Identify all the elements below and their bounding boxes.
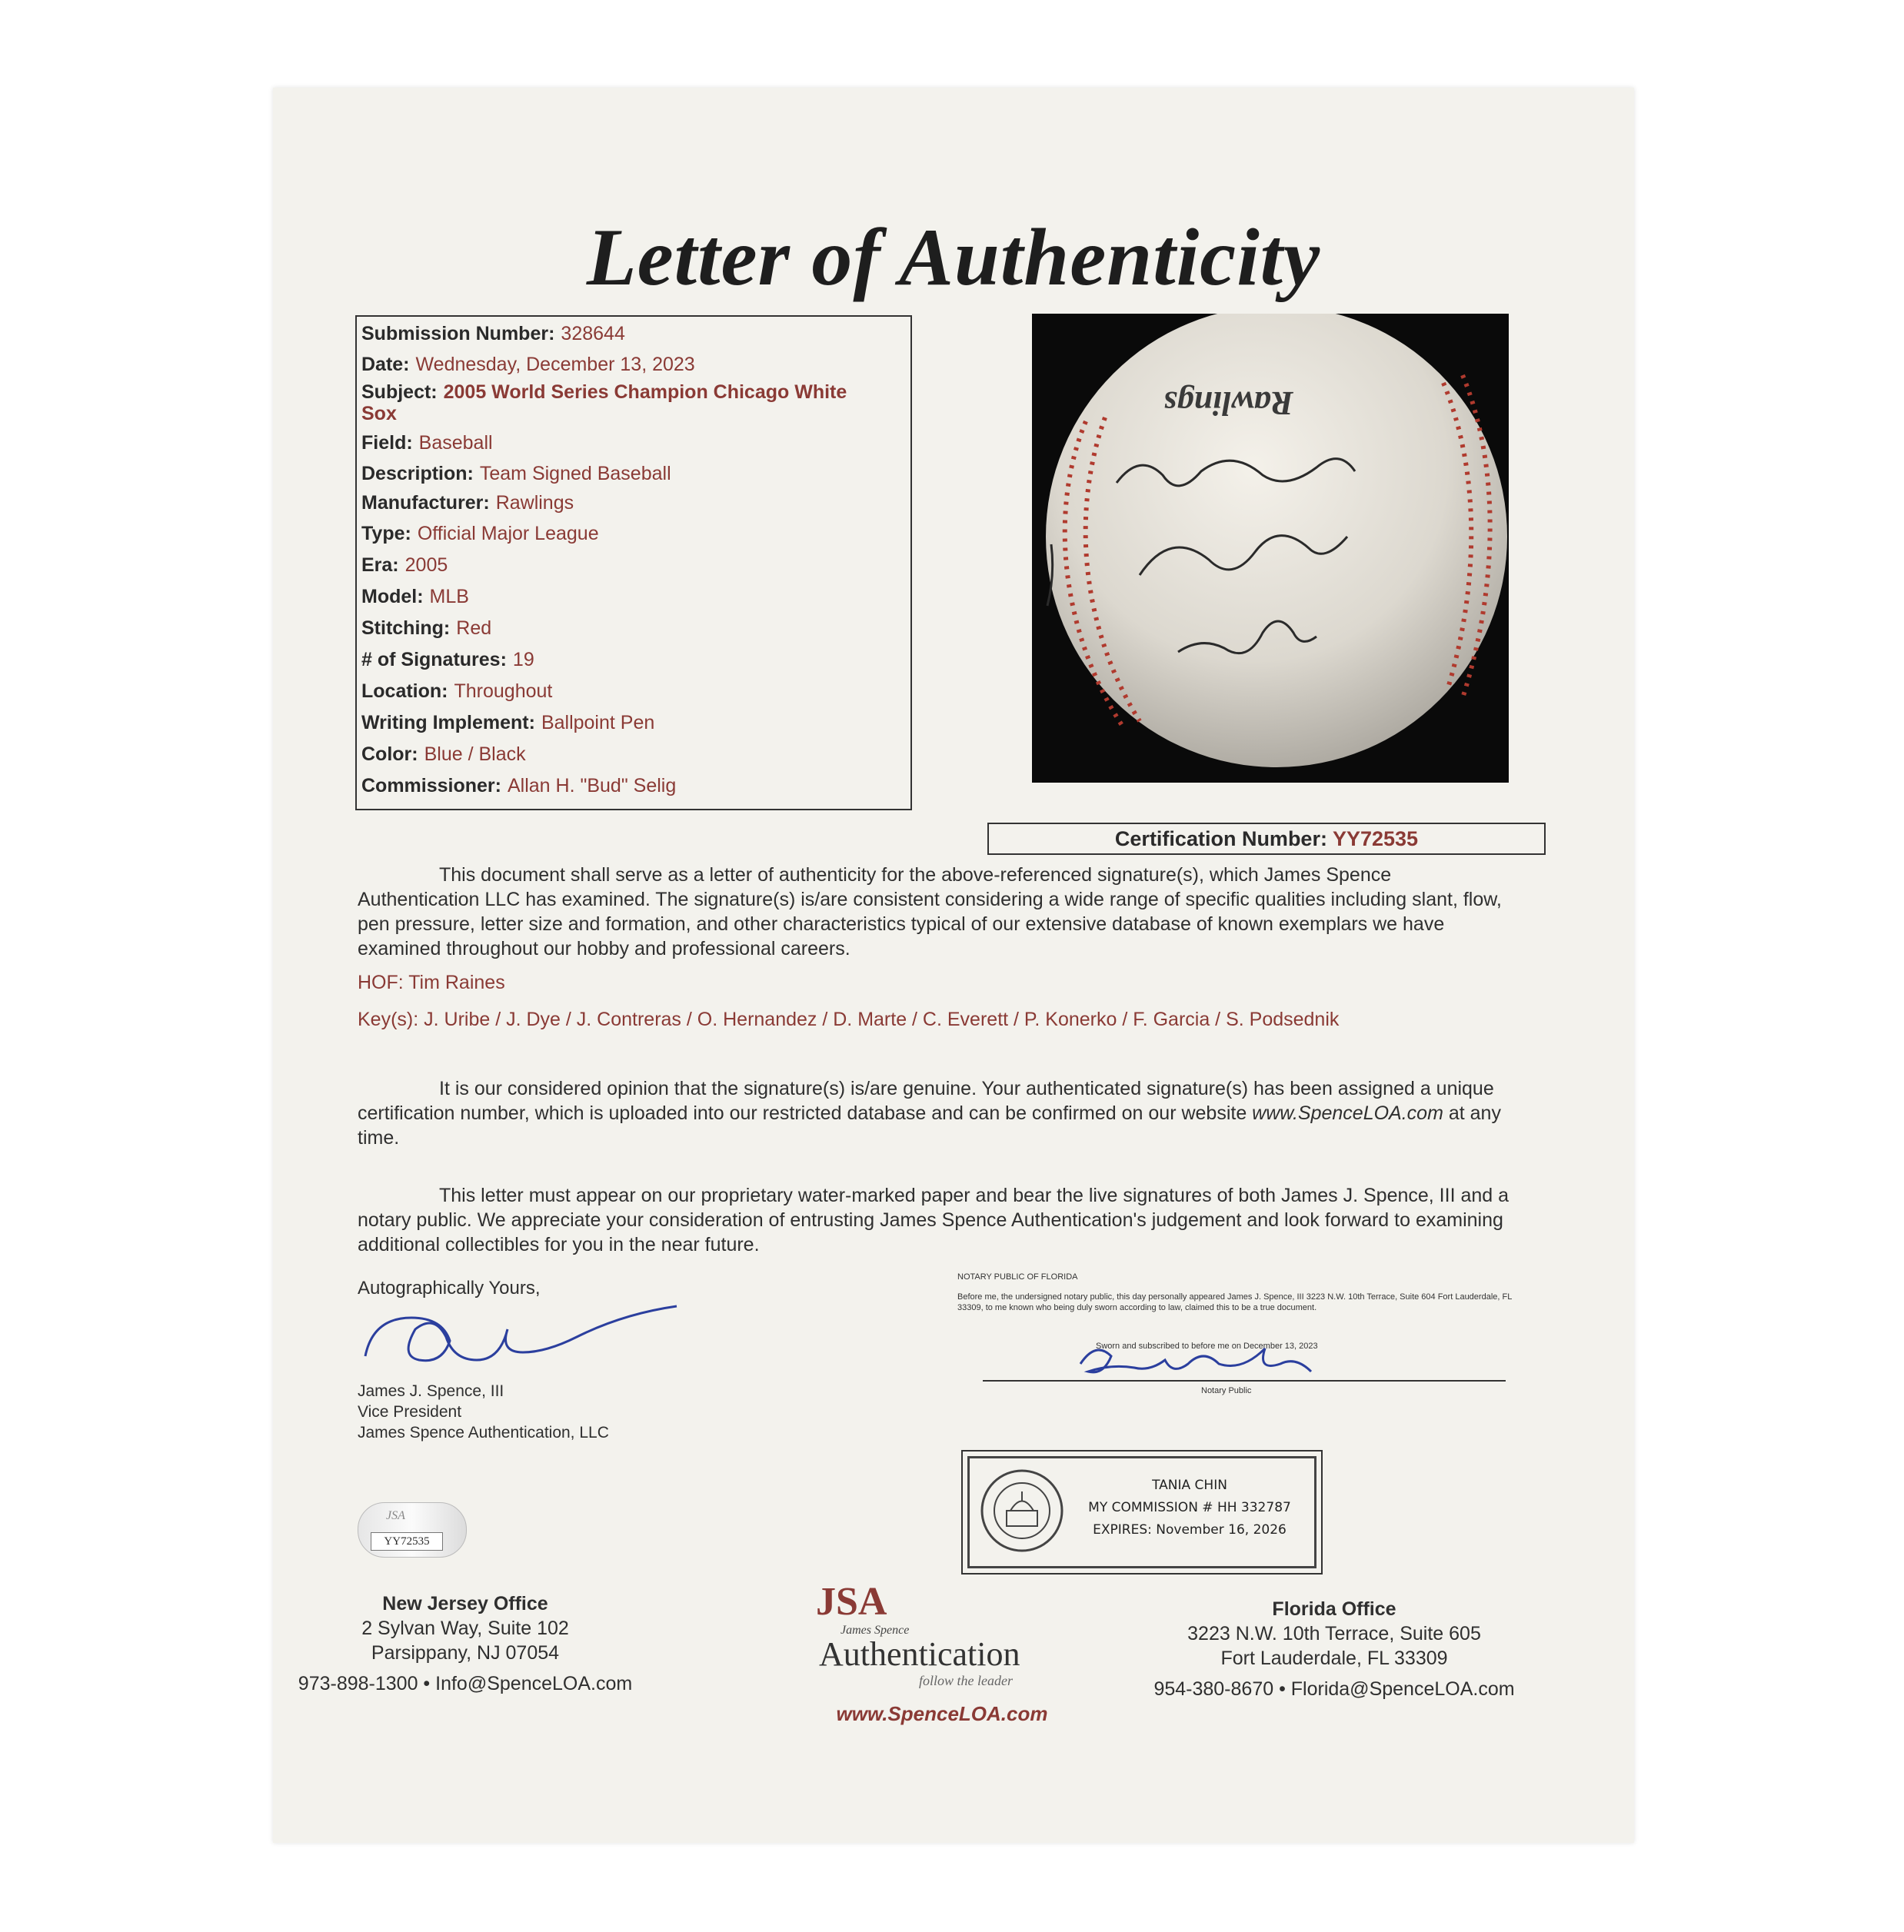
notary-sworn-text: Sworn and subscribed to before me on December 13, 2023 [1096, 1342, 1318, 1351]
fl-office [1103, 1597, 1565, 1701]
nj-office-contact: 973-898-1300 • Info@SpenceLOA.com [298, 1673, 633, 1694]
sticker-logo-icon: JSA [386, 1509, 405, 1522]
detail-era: Era: 2005 [361, 554, 448, 576]
spence-signature [350, 1302, 688, 1387]
nj-office [265, 1591, 665, 1696]
rawlings-logo: Rawlings [1163, 384, 1293, 422]
certification-number-box [987, 823, 1546, 855]
closing-text: Autographically Yours, [358, 1278, 541, 1299]
opinion-paragraph: It is our considered opinion that the signature(s) is/are genuine. Your authenticated signature(s) has been assigned a unique certification number, which is uploaded into our restricted database and can be confirmed on our website www.SpenceLOA.com at any time. [358, 1078, 1501, 1149]
jsa-logo [804, 1579, 1080, 1694]
notary-text: Before me, the undersigned notary public, this day personally appeared James J. Spence, III 3223 N.W. 10th Terrace, Suite 604 Fort Lauderdale, FL 33309, to me known who being duly sworn according to law, claimed this to be a true document. [957, 1292, 1512, 1312]
seal-expires: EXPIRES: November 16, 2026 [1093, 1522, 1287, 1538]
hologram-sticker [358, 1502, 467, 1558]
keys-line: Key(s): J. Uribe / J. Dye / J. Contreras / O. Hernandez / D. Marte / C. Everett / P. Konerko / F. Garcia / S. Podsednik [358, 1009, 1340, 1030]
detail-manufacturer: Manufacturer: Rawlings [361, 492, 574, 514]
sticker-code: YY72535 [371, 1532, 443, 1551]
letter-title: Letter of Authenticity [586, 212, 1321, 302]
detail-date: Date: Wednesday, December 13, 2023 [361, 354, 695, 375]
hof-line: HOF: Tim Raines [358, 972, 505, 993]
baseball-photo [1032, 314, 1509, 783]
jsa-logo-spence: James Spence [840, 1624, 910, 1637]
detail-location: Location: Throughout [361, 680, 553, 702]
fl-office-line1: 3223 N.W. 10th Terrace, Suite 605 [1187, 1623, 1481, 1644]
detail-field: Field: Baseball [361, 432, 493, 454]
signer-company: James Spence Authentication, LLC [358, 1424, 609, 1442]
seal-commission: MY COMMISSION # HH 332787 [1088, 1500, 1291, 1515]
detail-submission-number: Submission Number: 328644 [361, 323, 625, 344]
watermark-paragraph: This letter must appear on our proprietary water-marked paper and bear the live signatures of both James J. Spence, III and a notary public. We appreciate your consideration of entrusting James Spence Authentication's judgement and look forward to examining additional collectibles for you in the near future. [358, 1185, 1510, 1255]
jsa-logo-tagline: follow the leader [919, 1673, 1013, 1688]
notary-signature-line [983, 1380, 1506, 1382]
fl-office-contact: 954-380-8670 • Florida@SpenceLOA.com [1153, 1678, 1515, 1700]
certification-label: Certification Number: [1114, 827, 1327, 850]
signer-name: James J. Spence, III [358, 1382, 504, 1400]
signer-block [358, 1381, 609, 1443]
notary-seal [961, 1450, 1323, 1575]
jsa-logo-authentication: Authentication [819, 1635, 1020, 1673]
notary-heading: NOTARY PUBLIC OF FLORIDA [957, 1272, 1078, 1282]
letter-paper [273, 88, 1634, 1843]
notary-signature [1073, 1333, 1350, 1387]
nj-office-line2: Parsippany, NJ 07054 [371, 1642, 560, 1664]
details-box [355, 315, 912, 810]
fl-office-title: Florida Office [1272, 1598, 1396, 1620]
detail-stitching: Stitching: Red [361, 617, 492, 639]
nj-office-line1: 2 Sylvan Way, Suite 102 [361, 1618, 569, 1639]
notary-label: Notary Public [1201, 1386, 1252, 1395]
authenticity-paragraph: This document shall serve as a letter of authenticity for the above-referenced signature(s), which James Spence Authentication LLC has examined. The signature(s) is/are consistent considering a wide range of specific qualities including slant, flow, pen pressure, letter size and formation, and other characteristics typical of our extensive database of known exemplars we have examined throughout our hobby and professional careers. [358, 864, 1502, 959]
signer-role: Vice President [358, 1403, 462, 1421]
detail-color: Color: Blue / Black [361, 743, 526, 765]
florida-seal-icon [980, 1468, 1064, 1553]
seal-name: TANIA CHIN [1152, 1478, 1227, 1493]
certification-value: YY72535 [1332, 827, 1419, 850]
website-link[interactable]: www.SpenceLOA.com [1252, 1102, 1443, 1124]
detail-subject: Subject: 2005 World Series Champion Chicago White Sox [361, 381, 847, 424]
detail-writing-implement: Writing Implement: Ballpoint Pen [361, 712, 655, 733]
detail-description: Description: Team Signed Baseball [361, 463, 671, 484]
baseball-illustration [1032, 314, 1509, 783]
footer-website[interactable]: www.SpenceLOA.com [836, 1702, 1048, 1725]
detail-signature-count: # of Signatures: 19 [361, 649, 534, 670]
jsa-logo-mark: JSA [816, 1580, 887, 1624]
nj-office-title: New Jersey Office [382, 1593, 548, 1614]
detail-model: Model: MLB [361, 586, 469, 607]
detail-commissioner: Commissioner: Allan H. "Bud" Selig [361, 775, 677, 796]
fl-office-line2: Fort Lauderdale, FL 33309 [1220, 1648, 1448, 1669]
detail-type: Type: Official Major League [361, 523, 599, 544]
